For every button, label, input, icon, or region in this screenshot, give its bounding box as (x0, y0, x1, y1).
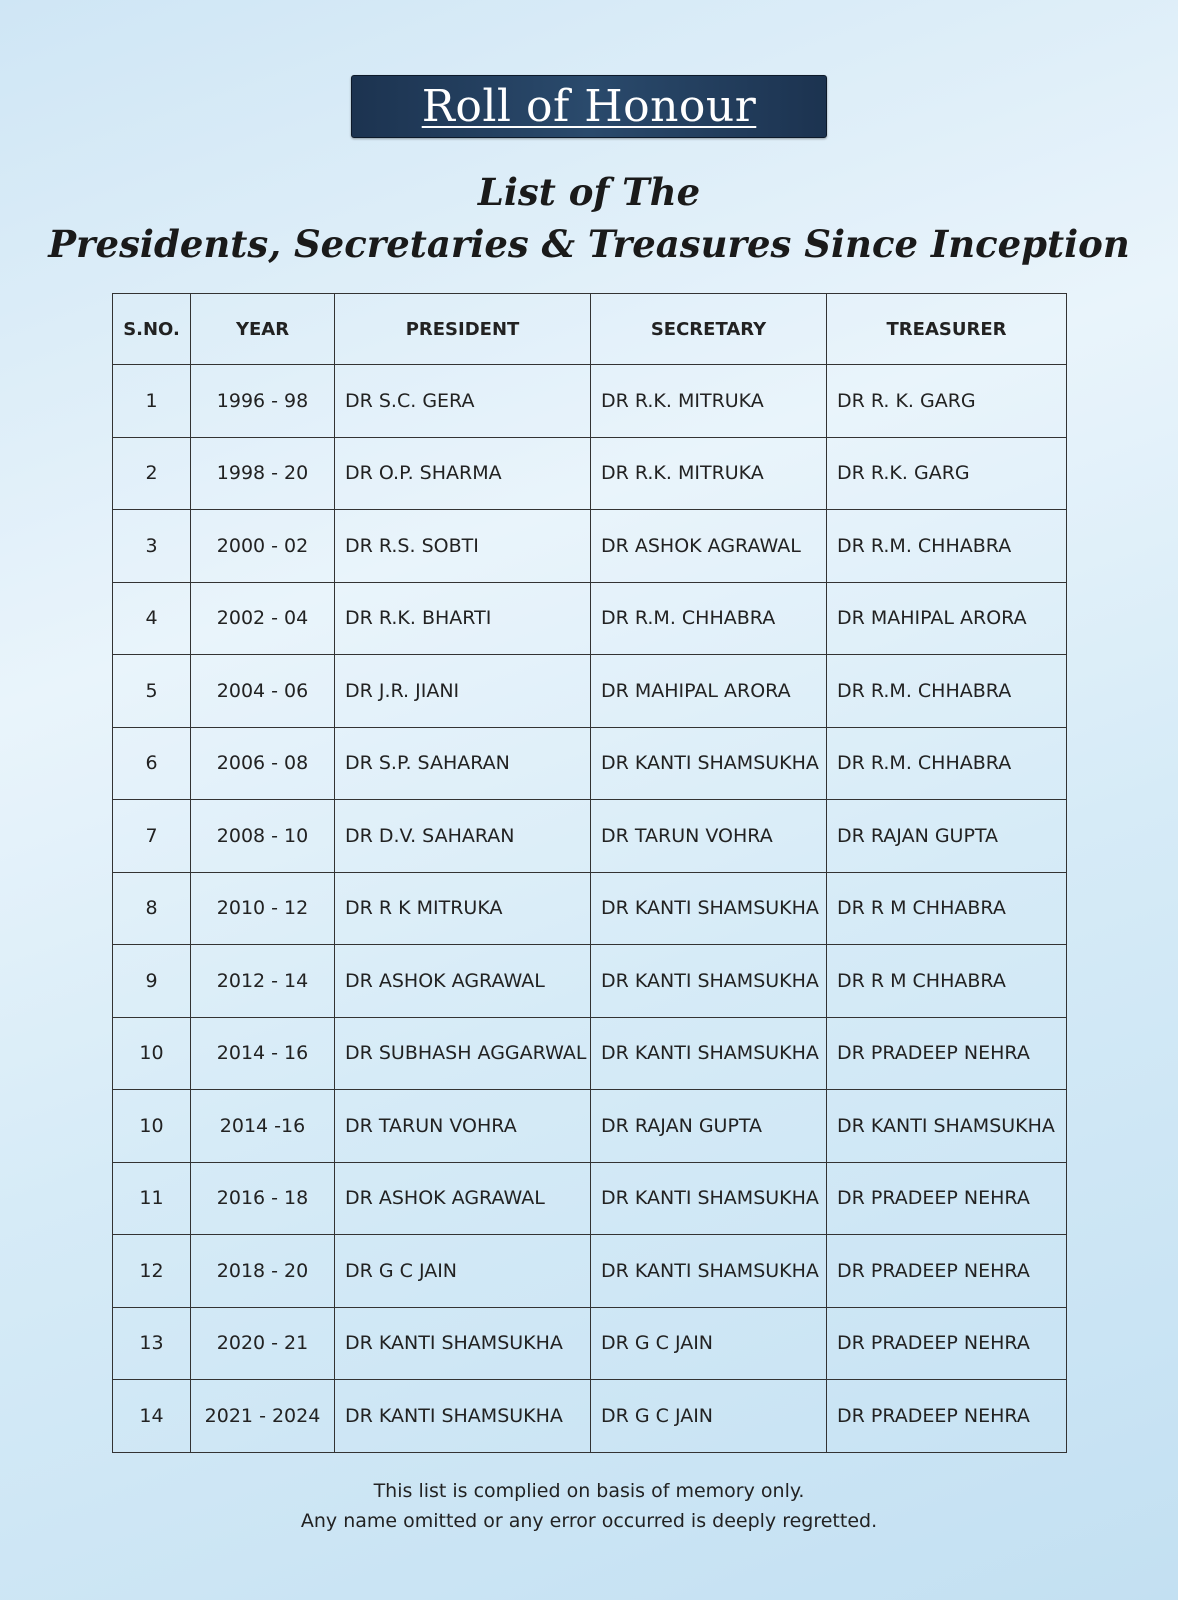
cell-sno: 1 (113, 365, 191, 438)
cell-secretary: DR R.M. CHHABRA (591, 582, 827, 655)
footnote-line-1: This list is complied on basis of memory only. (373, 1480, 805, 1502)
header-year: YEAR (191, 294, 335, 365)
cell-treasurer: DR PRADEEP NEHRA (827, 1235, 1067, 1308)
cell-year: 1998 - 20 (191, 437, 335, 510)
footnote-line-2: Any name omitted or any error occurred is deeply regretted. (300, 1510, 878, 1532)
cell-treasurer: DR R.M. CHHABRA (827, 727, 1067, 800)
cell-year: 2012 - 14 (191, 945, 335, 1018)
header-secretary: SECRETARY (591, 294, 827, 365)
cell-year: 2002 - 04 (191, 582, 335, 655)
cell-secretary: DR KANTI SHAMSUKHA (591, 945, 827, 1018)
cell-sno: 14 (113, 1380, 191, 1453)
cell-secretary: DR KANTI SHAMSUKHA (591, 1235, 827, 1308)
header-treasurer: TREASURER (827, 294, 1067, 365)
cell-year: 2016 - 18 (191, 1162, 335, 1235)
cell-treasurer: DR MAHIPAL ARORA (827, 582, 1067, 655)
cell-treasurer: DR R.K. GARG (827, 437, 1067, 510)
cell-secretary: DR ASHOK AGRAWAL (591, 510, 827, 583)
cell-secretary: DR R.K. MITRUKA (591, 365, 827, 438)
cell-treasurer: DR R M CHHABRA (827, 872, 1067, 945)
cell-year: 2004 - 06 (191, 655, 335, 728)
cell-secretary: DR R.K. MITRUKA (591, 437, 827, 510)
cell-secretary: DR KANTI SHAMSUKHA (591, 872, 827, 945)
table-row (113, 800, 1067, 873)
cell-treasurer: DR R. K. GARG (827, 365, 1067, 438)
title-banner (351, 75, 827, 138)
cell-president: DR S.P. SAHARAN (335, 727, 591, 800)
cell-year: 1996 - 98 (191, 365, 335, 438)
cell-sno: 8 (113, 872, 191, 945)
table-header-row (113, 294, 1067, 365)
table-row (113, 872, 1067, 945)
cell-sno: 7 (113, 800, 191, 873)
cell-year: 2000 - 02 (191, 510, 335, 583)
cell-president: DR ASHOK AGRAWAL (335, 1162, 591, 1235)
cell-treasurer: DR PRADEEP NEHRA (827, 1307, 1067, 1380)
cell-year: 2020 - 21 (191, 1307, 335, 1380)
cell-president: DR KANTI SHAMSUKHA (335, 1380, 591, 1453)
header-president: PRESIDENT (335, 294, 591, 365)
cell-president: DR ASHOK AGRAWAL (335, 945, 591, 1018)
table-body (113, 365, 1067, 1453)
cell-year: 2006 - 08 (191, 727, 335, 800)
cell-president: DR SUBHASH AGGARWAL (335, 1017, 591, 1090)
cell-president: DR R K MITRUKA (335, 872, 591, 945)
cell-sno: 10 (113, 1090, 191, 1163)
cell-secretary: DR RAJAN GUPTA (591, 1090, 827, 1163)
cell-secretary: DR TARUN VOHRA (591, 800, 827, 873)
table-row (113, 1235, 1067, 1308)
table-row (113, 582, 1067, 655)
cell-year: 2010 - 12 (191, 872, 335, 945)
cell-president: DR O.P. SHARMA (335, 437, 591, 510)
cell-sno: 2 (113, 437, 191, 510)
table-row (113, 365, 1067, 438)
table-row (113, 1090, 1067, 1163)
table-row (113, 1380, 1067, 1453)
cell-sno: 6 (113, 727, 191, 800)
table-row (113, 655, 1067, 728)
cell-treasurer: DR PRADEEP NEHRA (827, 1017, 1067, 1090)
cell-president: DR G C JAIN (335, 1235, 591, 1308)
cell-secretary: DR KANTI SHAMSUKHA (591, 727, 827, 800)
table-row (113, 1307, 1067, 1380)
subtitle-line-2: Presidents, Secretaries & Treasures Since Inception (48, 222, 1130, 266)
cell-year: 2008 - 10 (191, 800, 335, 873)
cell-sno: 9 (113, 945, 191, 1018)
cell-sno: 5 (113, 655, 191, 728)
cell-sno: 10 (113, 1017, 191, 1090)
table-row (113, 945, 1067, 1018)
cell-sno: 12 (113, 1235, 191, 1308)
cell-treasurer: DR KANTI SHAMSUKHA (827, 1090, 1067, 1163)
page-title: Roll of Honour (421, 81, 757, 132)
roll-table (112, 293, 1067, 1453)
cell-treasurer: DR R.M. CHHABRA (827, 655, 1067, 728)
cell-sno: 3 (113, 510, 191, 583)
cell-treasurer: DR R.M. CHHABRA (827, 510, 1067, 583)
cell-secretary: DR G C JAIN (591, 1380, 827, 1453)
cell-president: DR J.R. JIANI (335, 655, 591, 728)
cell-president: DR D.V. SAHARAN (335, 800, 591, 873)
cell-president: DR R.K. BHARTI (335, 582, 591, 655)
cell-year: 2014 - 16 (191, 1017, 335, 1090)
cell-sno: 13 (113, 1307, 191, 1380)
header-sno: S.NO. (113, 294, 191, 365)
table-row (113, 437, 1067, 510)
table-row (113, 1162, 1067, 1235)
cell-sno: 11 (113, 1162, 191, 1235)
cell-treasurer: DR PRADEEP NEHRA (827, 1380, 1067, 1453)
cell-president: DR KANTI SHAMSUKHA (335, 1307, 591, 1380)
cell-secretary: DR MAHIPAL ARORA (591, 655, 827, 728)
table-row (113, 510, 1067, 583)
cell-secretary: DR KANTI SHAMSUKHA (591, 1162, 827, 1235)
cell-year: 2021 - 2024 (191, 1380, 335, 1453)
cell-sno: 4 (113, 582, 191, 655)
cell-president: DR S.C. GERA (335, 365, 591, 438)
cell-president: DR R.S. SOBTI (335, 510, 591, 583)
cell-year: 2014 -16 (191, 1090, 335, 1163)
cell-secretary: DR G C JAIN (591, 1307, 827, 1380)
subtitle-line-1: List of The (477, 170, 701, 214)
cell-secretary: DR KANTI SHAMSUKHA (591, 1017, 827, 1090)
table-row (113, 727, 1067, 800)
table-row (113, 1017, 1067, 1090)
cell-year: 2018 - 20 (191, 1235, 335, 1308)
cell-president: DR TARUN VOHRA (335, 1090, 591, 1163)
cell-treasurer: DR R M CHHABRA (827, 945, 1067, 1018)
cell-treasurer: DR RAJAN GUPTA (827, 800, 1067, 873)
cell-treasurer: DR PRADEEP NEHRA (827, 1162, 1067, 1235)
